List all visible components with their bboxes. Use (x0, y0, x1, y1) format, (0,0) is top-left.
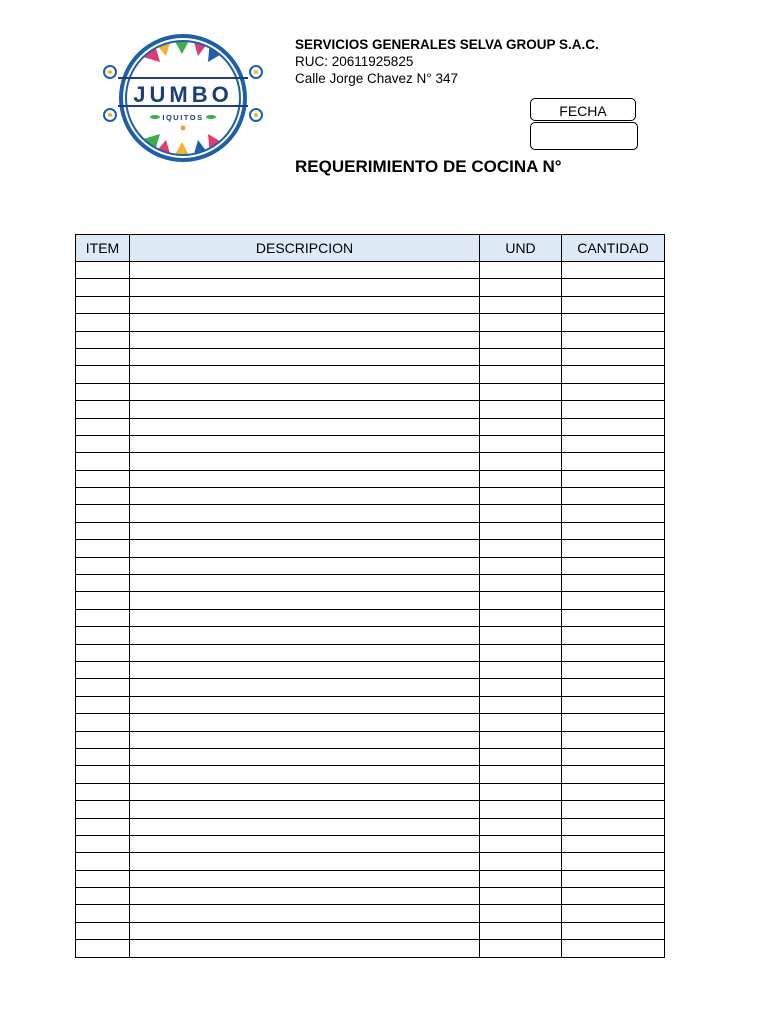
company-address: Calle Jorge Chavez N° 347 (295, 71, 458, 86)
und-cell[interactable] (480, 644, 562, 661)
item-cell[interactable] (76, 714, 130, 731)
descripcion-cell[interactable] (130, 505, 480, 522)
und-cell[interactable] (480, 818, 562, 835)
und-cell[interactable] (480, 383, 562, 400)
item-cell[interactable] (76, 696, 130, 713)
table-row (76, 853, 665, 870)
item-cell[interactable] (76, 818, 130, 835)
table-row (76, 731, 665, 748)
table-row (76, 661, 665, 678)
item-cell[interactable] (76, 314, 130, 331)
item-cell[interactable] (76, 748, 130, 765)
descripcion-cell[interactable] (130, 262, 480, 279)
cantidad-cell[interactable] (562, 888, 665, 905)
und-cell[interactable] (480, 470, 562, 487)
cantidad-cell[interactable] (562, 870, 665, 887)
und-cell[interactable] (480, 766, 562, 783)
und-cell[interactable] (480, 331, 562, 348)
requirements-table (75, 234, 665, 958)
table-row (76, 331, 665, 348)
descripcion-cell[interactable] (130, 870, 480, 887)
descripcion-cell[interactable] (130, 835, 480, 852)
table-row (76, 575, 665, 592)
table-row (76, 905, 665, 922)
item-cell[interactable] (76, 905, 130, 922)
item-cell[interactable] (76, 435, 130, 452)
descripcion-cell[interactable] (130, 714, 480, 731)
item-cell[interactable] (76, 522, 130, 539)
table-row (76, 888, 665, 905)
item-cell[interactable] (76, 870, 130, 887)
table-row (76, 279, 665, 296)
descripcion-cell[interactable] (130, 314, 480, 331)
und-cell[interactable] (480, 366, 562, 383)
header-descripcion: DESCRIPCION (130, 235, 480, 262)
descripcion-cell[interactable] (130, 922, 480, 939)
table-row (76, 714, 665, 731)
und-cell[interactable] (480, 888, 562, 905)
cantidad-cell[interactable] (562, 644, 665, 661)
table-row (76, 540, 665, 557)
cantidad-cell[interactable] (562, 940, 665, 957)
descripcion-cell[interactable] (130, 383, 480, 400)
descripcion-cell[interactable] (130, 592, 480, 609)
cantidad-cell[interactable] (562, 783, 665, 800)
table-row (76, 922, 665, 939)
cantidad-cell[interactable] (562, 922, 665, 939)
table-row (76, 696, 665, 713)
descripcion-cell[interactable] (130, 731, 480, 748)
item-cell[interactable] (76, 609, 130, 626)
descripcion-cell[interactable] (130, 401, 480, 418)
cantidad-cell[interactable] (562, 488, 665, 505)
item-cell[interactable] (76, 940, 130, 957)
table-row (76, 488, 665, 505)
item-cell[interactable] (76, 835, 130, 852)
cantidad-cell[interactable] (562, 748, 665, 765)
cantidad-cell[interactable] (562, 696, 665, 713)
cantidad-cell[interactable] (562, 609, 665, 626)
item-cell[interactable] (76, 801, 130, 818)
descripcion-cell[interactable] (130, 627, 480, 644)
item-cell[interactable] (76, 470, 130, 487)
header-und: UND (480, 235, 562, 262)
item-cell[interactable] (76, 627, 130, 644)
descripcion-cell[interactable] (130, 609, 480, 626)
table-row (76, 766, 665, 783)
item-cell[interactable] (76, 592, 130, 609)
und-cell[interactable] (480, 783, 562, 800)
cantidad-cell[interactable] (562, 383, 665, 400)
cantidad-cell[interactable] (562, 453, 665, 470)
table-row (76, 818, 665, 835)
table-row (76, 627, 665, 644)
descripcion-cell[interactable] (130, 557, 480, 574)
descripcion-cell[interactable] (130, 296, 480, 313)
und-cell[interactable] (480, 488, 562, 505)
descripcion-cell[interactable] (130, 279, 480, 296)
item-cell[interactable] (76, 853, 130, 870)
item-cell[interactable] (76, 644, 130, 661)
table-row (76, 296, 665, 313)
descripcion-cell[interactable] (130, 888, 480, 905)
table-row (76, 505, 665, 522)
cantidad-cell[interactable] (562, 348, 665, 365)
table-row (76, 870, 665, 887)
descripcion-cell[interactable] (130, 540, 480, 557)
cantidad-cell[interactable] (562, 801, 665, 818)
descripcion-cell[interactable] (130, 331, 480, 348)
item-cell[interactable] (76, 348, 130, 365)
cantidad-cell[interactable] (562, 679, 665, 696)
descripcion-cell[interactable] (130, 748, 480, 765)
cantidad-cell[interactable] (562, 401, 665, 418)
company-logo (80, 20, 285, 192)
und-cell[interactable] (480, 262, 562, 279)
table-row (76, 314, 665, 331)
descripcion-cell[interactable] (130, 366, 480, 383)
descripcion-cell[interactable] (130, 348, 480, 365)
und-cell[interactable] (480, 870, 562, 887)
und-cell[interactable] (480, 627, 562, 644)
table-row (76, 401, 665, 418)
item-cell[interactable] (76, 279, 130, 296)
table-row (76, 557, 665, 574)
table-row (76, 679, 665, 696)
descripcion-cell[interactable] (130, 522, 480, 539)
cantidad-cell[interactable] (562, 470, 665, 487)
cantidad-cell[interactable] (562, 661, 665, 678)
und-cell[interactable] (480, 505, 562, 522)
company-name: SERVICIOS GENERALES SELVA GROUP S.A.C. (295, 37, 599, 52)
cantidad-cell[interactable] (562, 714, 665, 731)
table-row (76, 748, 665, 765)
descripcion-cell[interactable] (130, 696, 480, 713)
cantidad-cell[interactable] (562, 853, 665, 870)
und-cell[interactable] (480, 296, 562, 313)
und-cell[interactable] (480, 418, 562, 435)
und-cell[interactable] (480, 940, 562, 957)
cantidad-cell[interactable] (562, 435, 665, 452)
table-row (76, 383, 665, 400)
table-row (76, 835, 665, 852)
header-item: ITEM (76, 235, 130, 262)
item-cell[interactable] (76, 575, 130, 592)
table-row (76, 366, 665, 383)
cantidad-cell[interactable] (562, 731, 665, 748)
descripcion-cell[interactable] (130, 488, 480, 505)
und-cell[interactable] (480, 609, 562, 626)
descripcion-cell[interactable] (130, 644, 480, 661)
item-cell[interactable] (76, 766, 130, 783)
und-cell[interactable] (480, 922, 562, 939)
item-cell[interactable] (76, 888, 130, 905)
descripcion-cell[interactable] (130, 661, 480, 678)
cantidad-cell[interactable] (562, 540, 665, 557)
item-cell[interactable] (76, 540, 130, 557)
header-cantidad: CANTIDAD (562, 235, 665, 262)
table-row (76, 609, 665, 626)
cantidad-cell[interactable] (562, 592, 665, 609)
descripcion-cell[interactable] (130, 575, 480, 592)
cantidad-cell[interactable] (562, 314, 665, 331)
descripcion-cell[interactable] (130, 418, 480, 435)
descripcion-cell[interactable] (130, 905, 480, 922)
company-ruc: RUC: 20611925825 (295, 54, 414, 69)
descripcion-cell[interactable] (130, 801, 480, 818)
und-cell[interactable] (480, 905, 562, 922)
item-cell[interactable] (76, 401, 130, 418)
und-cell[interactable] (480, 731, 562, 748)
item-cell[interactable] (76, 557, 130, 574)
cantidad-cell[interactable] (562, 418, 665, 435)
fecha-field[interactable] (530, 122, 638, 150)
und-cell[interactable] (480, 435, 562, 452)
logo-city: IQUITOS (162, 113, 204, 122)
table-row (76, 940, 665, 957)
und-cell[interactable] (480, 835, 562, 852)
und-cell[interactable] (480, 853, 562, 870)
und-cell[interactable] (480, 557, 562, 574)
table-row (76, 644, 665, 661)
item-cell[interactable] (76, 505, 130, 522)
cantidad-cell[interactable] (562, 575, 665, 592)
item-cell[interactable] (76, 922, 130, 939)
item-cell[interactable] (76, 783, 130, 800)
descripcion-cell[interactable] (130, 679, 480, 696)
und-cell[interactable] (480, 748, 562, 765)
table-row (76, 418, 665, 435)
cantidad-cell[interactable] (562, 905, 665, 922)
table-row (76, 783, 665, 800)
table-row (76, 522, 665, 539)
cantidad-cell[interactable] (562, 818, 665, 835)
und-cell[interactable] (480, 575, 562, 592)
und-cell[interactable] (480, 714, 562, 731)
item-cell[interactable] (76, 453, 130, 470)
cantidad-cell[interactable] (562, 522, 665, 539)
table-row (76, 801, 665, 818)
und-cell[interactable] (480, 696, 562, 713)
table-row (76, 592, 665, 609)
table-header-row (76, 235, 665, 262)
table-row (76, 453, 665, 470)
item-cell[interactable] (76, 679, 130, 696)
item-cell[interactable] (76, 731, 130, 748)
cantidad-cell[interactable] (562, 557, 665, 574)
und-cell[interactable] (480, 522, 562, 539)
item-cell[interactable] (76, 488, 130, 505)
item-cell[interactable] (76, 366, 130, 383)
cantidad-cell[interactable] (562, 366, 665, 383)
item-cell[interactable] (76, 296, 130, 313)
und-cell[interactable] (480, 540, 562, 557)
cantidad-cell[interactable] (562, 262, 665, 279)
descripcion-cell[interactable] (130, 453, 480, 470)
und-cell[interactable] (480, 348, 562, 365)
cantidad-cell[interactable] (562, 627, 665, 644)
table-row (76, 435, 665, 452)
descripcion-cell[interactable] (130, 435, 480, 452)
cantidad-cell[interactable] (562, 505, 665, 522)
table-row (76, 470, 665, 487)
table-row (76, 348, 665, 365)
descripcion-cell[interactable] (130, 853, 480, 870)
und-cell[interactable] (480, 314, 562, 331)
und-cell[interactable] (480, 592, 562, 609)
logo-brand: JUMBO (133, 82, 233, 107)
und-cell[interactable] (480, 401, 562, 418)
und-cell[interactable] (480, 679, 562, 696)
item-cell[interactable] (76, 661, 130, 678)
document-title: REQUERIMIENTO DE COCINA N° (295, 157, 562, 176)
descripcion-cell[interactable] (130, 766, 480, 783)
descripcion-cell[interactable] (130, 940, 480, 957)
cantidad-cell[interactable] (562, 296, 665, 313)
descripcion-cell[interactable] (130, 470, 480, 487)
cantidad-cell[interactable] (562, 331, 665, 348)
descripcion-cell[interactable] (130, 783, 480, 800)
item-cell[interactable] (76, 262, 130, 279)
table-row (76, 262, 665, 279)
fecha-label: FECHA (530, 98, 636, 121)
item-cell[interactable] (76, 331, 130, 348)
und-cell[interactable] (480, 453, 562, 470)
company-info (295, 36, 599, 87)
cantidad-cell[interactable] (562, 766, 665, 783)
und-cell[interactable] (480, 279, 562, 296)
und-cell[interactable] (480, 801, 562, 818)
cantidad-cell[interactable] (562, 835, 665, 852)
cantidad-cell[interactable] (562, 279, 665, 296)
item-cell[interactable] (76, 383, 130, 400)
und-cell[interactable] (480, 661, 562, 678)
item-cell[interactable] (76, 418, 130, 435)
descripcion-cell[interactable] (130, 818, 480, 835)
